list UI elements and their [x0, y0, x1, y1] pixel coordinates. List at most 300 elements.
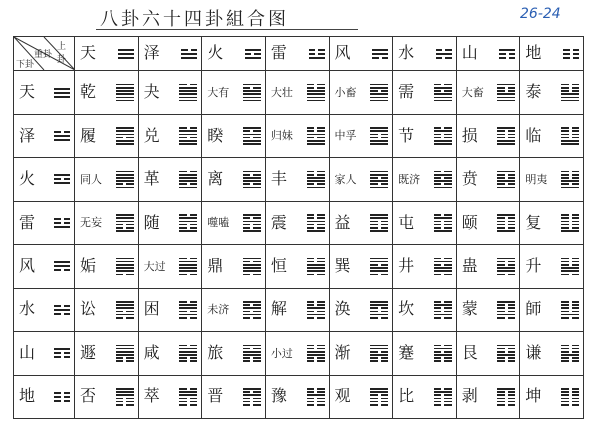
- broken-line: [370, 90, 388, 92]
- broken-line: [497, 227, 515, 229]
- broken-line: [243, 360, 261, 362]
- hexagram-name: 兑: [143, 125, 160, 145]
- broken-line: [243, 227, 261, 229]
- hexagram-cell: [329, 332, 393, 375]
- lower-trigram-name: 山: [19, 342, 36, 362]
- solid-line: [245, 57, 261, 59]
- solid-line: [243, 351, 261, 353]
- solid-line: [561, 143, 579, 145]
- broken-line: [561, 274, 579, 276]
- solid-line: [307, 180, 325, 182]
- broken-line: [54, 352, 70, 354]
- broken-line: [179, 311, 197, 313]
- hexagram-symbol: [179, 345, 197, 363]
- hexagram-name: 豫: [270, 386, 287, 406]
- broken-line: [561, 177, 579, 179]
- solid-line: [370, 140, 388, 142]
- broken-line: [497, 90, 515, 92]
- hexagram-name: 渐: [334, 342, 351, 362]
- hexagram-cell: [202, 201, 266, 244]
- hexagram-cell: [138, 332, 202, 375]
- broken-line: [179, 404, 197, 406]
- hexagram-name: 贲: [461, 169, 478, 189]
- broken-line: [307, 183, 325, 185]
- solid-line: [179, 217, 197, 219]
- broken-line: [307, 388, 325, 390]
- solid-line: [497, 180, 515, 182]
- solid-line: [370, 354, 388, 356]
- solid-line: [179, 87, 197, 89]
- solid-line: [54, 96, 70, 98]
- broken-line: [243, 224, 261, 226]
- hexagram-symbol: [561, 84, 579, 102]
- broken-line: [434, 264, 452, 266]
- hexagram-name: 小过: [270, 346, 293, 360]
- solid-line: [561, 100, 579, 102]
- solid-line: [434, 130, 452, 132]
- hexagram-cell: [520, 332, 584, 375]
- broken-line: [243, 217, 261, 219]
- hexagram-symbol: [561, 258, 579, 276]
- solid-line: [370, 143, 388, 145]
- hexagram-cell: [520, 114, 584, 157]
- upper-label: 上卦: [57, 42, 67, 65]
- table-row: [14, 114, 584, 157]
- solid-line: [243, 97, 261, 99]
- broken-line: [179, 388, 197, 390]
- solid-line: [116, 134, 134, 136]
- hexagram-name: 家人: [334, 172, 357, 186]
- lower-trigram-name: 火: [19, 169, 36, 189]
- solid-line: [307, 90, 325, 92]
- broken-line: [561, 261, 579, 263]
- solid-line: [54, 265, 70, 267]
- solid-line: [370, 171, 388, 173]
- lower-trigram-name: 泽: [19, 125, 36, 145]
- solid-line: [116, 304, 134, 306]
- solid-line: [179, 187, 197, 189]
- lower-trigram-name: 天: [19, 82, 36, 102]
- broken-line: [54, 400, 70, 402]
- broken-line: [434, 351, 452, 353]
- hexagram-cell: [393, 158, 457, 201]
- broken-line: [116, 404, 134, 406]
- hexagram-cell: [329, 201, 393, 244]
- solid-line: [561, 270, 579, 272]
- hexagram-cell: [202, 71, 266, 114]
- broken-line: [307, 137, 325, 139]
- solid-line: [434, 270, 452, 272]
- broken-line: [54, 396, 70, 398]
- broken-line: [243, 401, 261, 403]
- hexagram-name: 丰: [270, 169, 287, 189]
- hexagram-name: 无妄: [80, 216, 102, 230]
- broken-line: [561, 183, 579, 185]
- trigram-symbol: [181, 49, 197, 59]
- broken-line: [497, 351, 515, 353]
- solid-line: [307, 177, 325, 179]
- hexagram-name: 解: [270, 299, 287, 319]
- hexagram-symbol: [434, 171, 452, 189]
- hexagram-symbol: [497, 171, 515, 189]
- hexagram-symbol: [370, 84, 388, 102]
- broken-line: [434, 401, 452, 403]
- hexagram-cell: [456, 158, 520, 201]
- solid-line: [116, 177, 134, 179]
- hexagram-name: 损: [461, 125, 478, 145]
- hexagram-cell: [75, 114, 139, 157]
- broken-line: [370, 183, 388, 185]
- solid-line: [370, 314, 388, 316]
- solid-line: [116, 230, 134, 232]
- trigram-symbol: [54, 218, 70, 228]
- lower-trigram-cell: [14, 245, 75, 288]
- broken-line: [54, 222, 70, 224]
- broken-line: [307, 214, 325, 216]
- hexagram-name: 需: [398, 82, 415, 102]
- corner-cell: [14, 37, 75, 71]
- solid-line: [372, 49, 388, 51]
- hexagram-name: 节: [398, 125, 415, 145]
- solid-line: [54, 92, 70, 94]
- broken-line: [561, 311, 579, 313]
- broken-line: [561, 130, 579, 132]
- broken-line: [116, 360, 134, 362]
- hexagram-cell: [520, 71, 584, 114]
- hexagram-cell: [329, 114, 393, 157]
- solid-line: [116, 345, 134, 347]
- solid-line: [116, 391, 134, 393]
- hexagram-symbol: [179, 301, 197, 319]
- upper-trigram-name: 水: [398, 43, 415, 63]
- hexagram-cell: [393, 288, 457, 331]
- hexagram-symbol: [179, 258, 197, 276]
- broken-line: [561, 171, 579, 173]
- broken-line: [243, 261, 261, 263]
- lower-trigram-cell: [14, 201, 75, 244]
- broken-line: [497, 391, 515, 393]
- hexagram-symbol: [370, 301, 388, 319]
- solid-line: [307, 270, 325, 272]
- solid-line: [497, 267, 515, 269]
- broken-line: [563, 53, 579, 55]
- trigram-symbol: [54, 88, 70, 98]
- solid-line: [307, 394, 325, 396]
- hexagram-name: 谦: [525, 342, 542, 362]
- hexagram-cell: [265, 201, 329, 244]
- broken-line: [561, 224, 579, 226]
- solid-line: [243, 345, 261, 347]
- solid-line: [116, 394, 134, 396]
- broken-line: [307, 130, 325, 132]
- broken-line: [497, 274, 515, 276]
- solid-line: [54, 309, 70, 311]
- solid-line: [497, 143, 515, 145]
- broken-line: [434, 258, 452, 260]
- hexagram-cell: [456, 288, 520, 331]
- hexagram-cell: [202, 245, 266, 288]
- hexagram-name: 震: [270, 212, 287, 232]
- hexagram-cell: [393, 114, 457, 157]
- solid-line: [243, 301, 261, 303]
- broken-line: [561, 214, 579, 216]
- broken-line: [561, 317, 579, 319]
- hexagram-symbol: [307, 258, 325, 276]
- solid-line: [181, 53, 197, 55]
- solid-line: [497, 314, 515, 316]
- solid-line: [243, 258, 261, 260]
- trigram-symbol: [563, 49, 579, 59]
- solid-line: [116, 258, 134, 260]
- solid-line: [434, 97, 452, 99]
- hexagram-symbol: [243, 127, 261, 145]
- hexagram-cell: [329, 71, 393, 114]
- solid-line: [116, 84, 134, 86]
- hexagram-symbol: [370, 127, 388, 145]
- hexagram-cell: [265, 288, 329, 331]
- lower-trigram-cell: [14, 332, 75, 375]
- solid-line: [370, 230, 388, 232]
- hexagram-symbol: [307, 345, 325, 363]
- hexagram-cell: [456, 375, 520, 418]
- broken-line: [243, 311, 261, 313]
- solid-line: [179, 90, 197, 92]
- lower-trigram-name: 地: [19, 386, 36, 406]
- solid-line: [54, 135, 70, 137]
- broken-line: [370, 357, 388, 359]
- hexagram-cell: [265, 71, 329, 114]
- hexagram-name: 夬: [143, 82, 160, 102]
- hexagram-symbol: [370, 214, 388, 232]
- trigram-symbol: [54, 174, 70, 184]
- hexagram-name: 坤: [525, 386, 542, 406]
- broken-line: [497, 401, 515, 403]
- solid-line: [116, 93, 134, 95]
- solid-line: [561, 93, 579, 95]
- broken-line: [561, 258, 579, 260]
- broken-line: [434, 311, 452, 313]
- broken-line: [179, 258, 197, 260]
- broken-line: [243, 348, 261, 350]
- solid-line: [179, 270, 197, 272]
- solid-line: [179, 93, 197, 95]
- hexagram-symbol: [370, 388, 388, 406]
- solid-line: [243, 388, 261, 390]
- hexagram-name: 晋: [207, 386, 224, 406]
- broken-line: [116, 311, 134, 313]
- broken-line: [370, 404, 388, 406]
- solid-line: [54, 88, 70, 90]
- solid-line: [243, 90, 261, 92]
- broken-line: [370, 134, 388, 136]
- broken-line: [54, 218, 70, 220]
- hexagram-cell: [456, 71, 520, 114]
- hexagram-name: 离: [207, 169, 224, 189]
- hexagram-symbol: [307, 301, 325, 319]
- hexagram-cell: [202, 114, 266, 157]
- broken-line: [434, 357, 452, 359]
- broken-line: [561, 351, 579, 353]
- solid-line: [116, 354, 134, 356]
- broken-line: [497, 224, 515, 226]
- hexagram-symbol: [116, 345, 134, 363]
- solid-line: [434, 140, 452, 142]
- lower-trigram-cell: [14, 158, 75, 201]
- broken-line: [434, 398, 452, 400]
- hexagram-cell: [138, 288, 202, 331]
- upper-trigram-name: 天: [80, 43, 97, 63]
- hexagram-symbol: [179, 214, 197, 232]
- broken-line: [370, 394, 388, 396]
- broken-line: [370, 177, 388, 179]
- solid-line: [179, 351, 197, 353]
- broken-line: [307, 357, 325, 359]
- broken-line: [434, 388, 452, 390]
- broken-line: [179, 84, 197, 86]
- hexagram-symbol: [307, 127, 325, 145]
- hexagram-name: 井: [398, 256, 415, 275]
- broken-line: [372, 57, 388, 59]
- hexagram-symbol: [307, 214, 325, 232]
- hexagram-name: 复: [525, 212, 542, 232]
- hexagram-symbol: [243, 301, 261, 319]
- hexagram-symbol: [307, 84, 325, 102]
- hexagram-name: 蛊: [461, 256, 478, 275]
- solid-line: [434, 261, 452, 263]
- solid-line: [243, 264, 261, 266]
- broken-line: [497, 87, 515, 89]
- broken-line: [179, 137, 197, 139]
- hexagram-symbol: [243, 258, 261, 276]
- hexagram-cell: [138, 114, 202, 157]
- page-number: 26-24: [520, 6, 561, 22]
- solid-line: [434, 187, 452, 189]
- solid-line: [116, 217, 134, 219]
- solid-line: [179, 304, 197, 306]
- solid-line: [243, 187, 261, 189]
- broken-line: [116, 227, 134, 229]
- broken-line: [307, 217, 325, 219]
- solid-line: [116, 180, 134, 182]
- hexagram-symbol: [434, 301, 452, 319]
- hexagram-cell: [265, 245, 329, 288]
- broken-line: [307, 261, 325, 263]
- table-row: [14, 375, 584, 418]
- hexagram-name: 讼: [80, 299, 97, 319]
- upper-trigram-cell: [202, 37, 266, 71]
- hexagram-cell: [456, 245, 520, 288]
- hexagram-cell: [265, 158, 329, 201]
- upper-trigram-cell: [138, 37, 202, 71]
- hexagram-name: 涣: [334, 299, 351, 319]
- broken-line: [116, 224, 134, 226]
- hexagram-cell: [456, 114, 520, 157]
- solid-line: [434, 391, 452, 393]
- solid-line: [370, 261, 388, 263]
- solid-line: [434, 314, 452, 316]
- solid-line: [307, 221, 325, 223]
- hexagram-name: 旅: [207, 342, 224, 362]
- upper-trigram-cell: [520, 37, 584, 71]
- broken-line: [243, 304, 261, 306]
- broken-line: [54, 178, 70, 180]
- hexagram-symbol: [561, 301, 579, 319]
- hexagram-symbol: [561, 127, 579, 145]
- solid-line: [116, 221, 134, 223]
- broken-line: [307, 224, 325, 226]
- solid-line: [307, 264, 325, 266]
- hexagram-symbol: [179, 84, 197, 102]
- solid-line: [179, 130, 197, 132]
- broken-line: [370, 224, 388, 226]
- broken-line: [497, 304, 515, 306]
- lower-trigram-cell: [14, 375, 75, 418]
- broken-line: [497, 311, 515, 313]
- hexagram-cell: [456, 332, 520, 375]
- broken-line: [436, 49, 452, 51]
- trigram-symbol: [54, 392, 70, 402]
- solid-line: [561, 97, 579, 99]
- solid-line: [370, 270, 388, 272]
- hexagram-cell: [202, 332, 266, 375]
- broken-line: [434, 127, 452, 129]
- hexagram-name: 蹇: [398, 342, 415, 362]
- broken-line: [370, 398, 388, 400]
- hexagram-name: 革: [143, 169, 160, 189]
- hexagram-name: 巽: [334, 256, 351, 275]
- hexagram-name: 恒: [270, 256, 287, 275]
- hexagram-name: 同人: [80, 172, 102, 186]
- solid-line: [307, 354, 325, 356]
- trigram-symbol: [54, 305, 70, 315]
- hexagram-symbol: [561, 171, 579, 189]
- hexagram-cell: [202, 158, 266, 201]
- solid-line: [116, 127, 134, 129]
- hexagram-cell: [329, 245, 393, 288]
- hexagram-cell: [202, 375, 266, 418]
- solid-line: [307, 307, 325, 309]
- broken-line: [370, 401, 388, 403]
- broken-line: [434, 301, 452, 303]
- broken-line: [307, 84, 325, 86]
- solid-line: [243, 127, 261, 129]
- trigram-symbol: [54, 261, 70, 271]
- trigram-symbol: [499, 49, 515, 59]
- broken-line: [499, 53, 515, 55]
- solid-line: [370, 97, 388, 99]
- hexagram-name: 升: [525, 256, 542, 275]
- hexagram-name: 大畜: [461, 85, 484, 99]
- broken-line: [370, 264, 388, 266]
- solid-line: [434, 304, 452, 306]
- solid-line: [116, 388, 134, 390]
- solid-line: [116, 100, 134, 102]
- lower-trigram-name: 雷: [19, 212, 36, 232]
- hexagram-cell: [520, 158, 584, 201]
- hexagram-name: 泰: [525, 82, 542, 102]
- hexagram-symbol: [497, 214, 515, 232]
- solid-line: [179, 394, 197, 396]
- solid-line: [116, 187, 134, 189]
- hexagram-cell: [75, 288, 139, 331]
- broken-line: [434, 317, 452, 319]
- broken-line: [561, 84, 579, 86]
- solid-line: [54, 182, 70, 184]
- broken-line: [370, 221, 388, 223]
- broken-line: [370, 137, 388, 139]
- hexagram-name: 姤: [80, 256, 97, 275]
- hexagram-symbol: [497, 345, 515, 363]
